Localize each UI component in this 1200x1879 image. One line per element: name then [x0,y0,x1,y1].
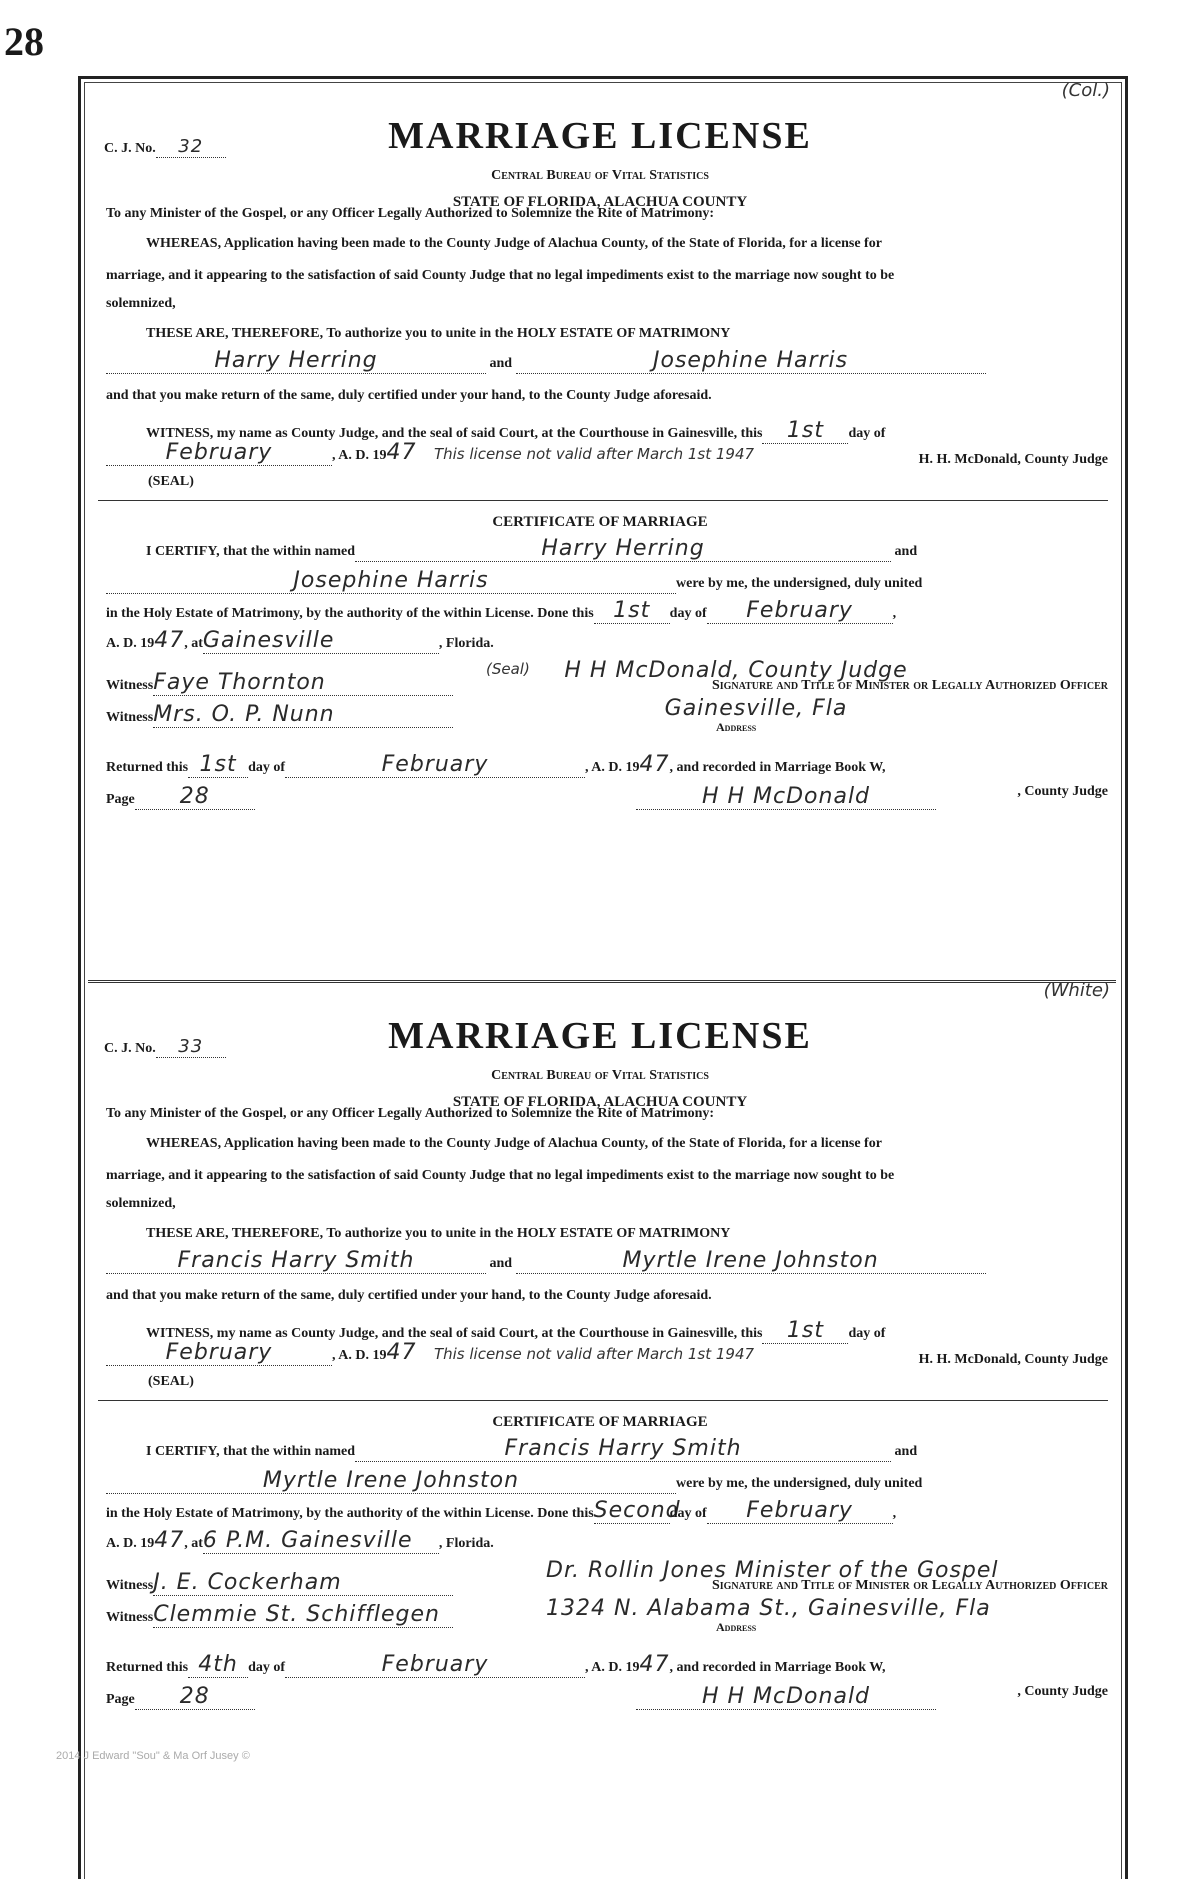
these-are-line: THESE ARE, THEREFORE, To authorize you to unite in the HOLY ESTATE OF MATRIMONY [146,1226,731,1241]
at-label: , at [184,1536,203,1551]
returned-text: Returned this [106,1660,189,1675]
cert-and-word: and [894,1444,918,1459]
recording-judge-signature: H H McDonald [701,784,871,809]
united-text: were by me, the undersigned, duly united [676,576,923,591]
salutation: To any Minister of the Gospel, or any Officer Legally Authorized to Solemnize the Rite of Matrimony: [106,206,715,221]
whereas-line-1: WHEREAS, Application having been made to the County Judge of Alachua County, of the State of Florida, for a license for [146,1136,882,1151]
certify-line [106,1436,1108,1462]
ad-label: , A. D. 19 [332,1348,387,1363]
whereas-line-1: WHEREAS, Application having been made to the County Judge of Alachua County, of the State of Florida, for a license for [146,236,882,251]
record-page: 28 [179,1684,210,1709]
certificate-title: CERTIFICATE OF MARRIAGE [492,1414,708,1430]
bureau-name: Central Bureau of Vital Statistics [491,1068,709,1083]
day-of-label: day of [848,426,886,441]
returned-ad-label: A. D. 19 [591,1660,640,1675]
cert-bride-name: Myrtle Irene Johnston [262,1468,520,1493]
these-are-line: THESE ARE, THEREFORE, To authorize you to unite in the HOLY ESTATE OF MATRIMONY [146,326,731,341]
bride-name: Myrtle Irene Johnston [622,1248,879,1273]
groom-name: Francis Harry Smith [177,1248,415,1273]
place-line [106,628,1108,654]
return-line: and that you make return of the same, duly certified under your hand, to the County Judge aforesaid. [106,388,712,403]
section-divider [98,500,1108,501]
recorded-text: , and recorded in Marriage Book W, [669,1660,886,1675]
done-day-of: day of [669,606,707,621]
returned-year: 47 [639,1652,670,1677]
cj-number: 33 [178,1036,204,1057]
done-day: 1st [613,598,651,623]
returned-line: Returned this 4th day of February , A. D. 1947, and recorded in Marriage Book W, [106,1652,886,1677]
page-line [106,784,1108,810]
witness-day: 1st [786,1318,825,1343]
couple-line [106,1248,1108,1274]
witness-2-label: Witness [106,710,154,725]
witness-1-line [106,1558,1108,1596]
page-number: 28 [4,19,44,64]
whereas-line-2: marriage, and it appearing to the satisfaction of said County Judge that no legal impediments exist to the marriage now sought to be [106,1168,895,1183]
officiant-seal: (Seal) [486,660,530,678]
issuing-judge: H. H. McDonald, County Judge [918,452,1108,467]
florida-label: , Florida. [438,1536,494,1551]
returned-text: Returned this [106,760,189,775]
officiant-signature: H H McDonald, County Judge [564,658,908,683]
returned-day: 4th [198,1652,238,1677]
validity-note: This license not valid after March 1st 1947 [433,445,755,463]
salutation: To any Minister of the Gospel, or any Officer Legally Authorized to Solemnize the Rite of Matrimony: [106,1106,715,1121]
address-label: Address [716,1620,757,1634]
return-line: and that you make return of the same, duly certified under your hand, to the County Judge aforesaid. [106,1288,712,1303]
page-label: Page [106,1692,135,1707]
date-line [106,1340,1108,1366]
returned-day-of: day of [248,760,286,775]
returned-day: 1st [199,752,237,777]
page-label: Page [106,792,135,807]
license-year: 47 [386,1340,417,1365]
race-note: (White) [1043,980,1110,1001]
seal-label: (SEAL) [148,1374,194,1389]
witness-1-name: J. E. Cockerham [153,1570,342,1595]
address-label: Address [716,720,757,734]
done-month: February [746,1498,853,1523]
returned-month: February [381,1652,489,1677]
done-line: in the Holy Estate of Matrimony, by the authority of the within License. Done this 1st day of February , [106,598,897,623]
witness-2-line [106,1596,1108,1634]
seal-label: (SEAL) [148,474,194,489]
returned-month: February [381,752,489,777]
county-judge-label: , County Judge [1017,1684,1108,1699]
cj-label: C. J. No. [104,141,156,156]
witness-text: WITNESS, my name as County Judge, and the seal of said Court, at the Courthouse in Gainesville, this [146,1326,763,1341]
witness-1-label: Witness [106,678,154,693]
holy-estate-text: in the Holy Estate of Matrimony, by the authority of the within License. Done this [106,1506,594,1521]
done-year: 47 [154,1528,185,1553]
whereas-line-3: solemnized, [106,1196,176,1211]
holy-estate-text: in the Holy Estate of Matrimony, by the authority of the within License. Done this [106,606,594,621]
license-title: MARRIAGE LICENSE [388,115,812,157]
certificate-title: CERTIFICATE OF MARRIAGE [492,514,708,530]
license-title: MARRIAGE LICENSE [388,1015,812,1057]
county-judge-label: , County Judge [1017,784,1108,799]
marriage-place: 6 P.M. Gainesville [202,1528,413,1553]
whereas-line-3: solemnized, [106,296,176,311]
returned-year: 47 [639,752,670,777]
cert-bride-line [106,1468,1108,1494]
recording-judge-signature: H H McDonald [701,1684,871,1709]
united-text: were by me, the undersigned, duly united [676,1476,923,1491]
witness-1-name: Faye Thornton [153,670,326,695]
done-line: in the Holy Estate of Matrimony, by the authority of the within License. Done thisSecondday of February , [106,1498,897,1523]
and-word: and [489,356,513,371]
place-line [106,1528,1108,1554]
returned-day-of: day of [248,1660,286,1675]
witness-1-line [106,658,1108,696]
watermark: 2014 J Edward "Sou" & Ma Orf Jusey © [56,1750,250,1762]
bride-name: Josephine Harris [653,348,849,373]
ad-at-label: A. D. 19 [106,1536,155,1551]
cert-groom-name: Harry Herring [541,536,705,561]
issuing-judge: H. H. McDonald, County Judge [918,1352,1108,1367]
done-day-of: day of [669,1506,707,1521]
done-day: Second [593,1498,681,1523]
witness-2-name: Mrs. O. P. Nunn [153,702,335,727]
signature-title: Signature and Title of Minister or Legally Authorized Officer [711,1578,1108,1593]
ad-at-label: A. D. 19 [106,636,155,651]
date-line [106,440,1108,466]
race-note: (Col.) [1061,80,1110,101]
marriage-place: Gainesville [202,628,335,653]
cj-number: 32 [178,136,204,157]
done-month: February [746,598,853,623]
officiant-address: Gainesville, Fla [664,696,848,721]
license-separator [88,980,1116,983]
recorded-text: , and recorded in Marriage Book W, [669,760,886,775]
witness-2-name: Clemmie St. Schifflegen [153,1602,440,1627]
officiant-signature: Dr. Rollin Jones Minister of the Gospel [546,1558,999,1583]
witness-day: 1st [786,418,825,443]
ad-label: , A. D. 19 [332,448,387,463]
page-line [106,1684,1108,1710]
witness-2-label: Witness [106,1610,154,1625]
day-of-label: day of [848,1326,886,1341]
witness-2-line [106,696,1108,734]
cj-label: C. J. No. [104,1041,156,1056]
license-month: February [165,1340,273,1365]
certify-line [106,536,1108,562]
whereas-line-2: marriage, and it appearing to the satisfaction of said County Judge that no legal impediments exist to the marriage now sought to be [106,268,895,283]
state-county: STATE OF FLORIDA, ALACHUA COUNTY [452,194,748,210]
cert-bride-name: Josephine Harris [293,568,489,593]
cert-and-word: and [894,544,918,559]
license-year: 47 [386,440,417,465]
done-year: 47 [154,628,185,653]
state-county: STATE OF FLORIDA, ALACHUA COUNTY [452,1094,748,1110]
record-page: 28 [179,784,210,809]
witness-1-label: Witness [106,1578,154,1593]
at-label: , at [184,636,203,651]
license-month: February [165,440,273,465]
certify-text: I CERTIFY, that the within named [146,1444,356,1459]
and-word: and [489,1256,513,1271]
florida-label: , Florida. [438,636,494,651]
bureau-name: Central Bureau of Vital Statistics [491,168,709,183]
signature-title: Signature and Title of Minister or Legally Authorized Officer [711,678,1108,693]
validity-note: This license not valid after March 1st 1947 [433,1345,755,1363]
groom-name: Harry Herring [214,348,378,373]
officiant-address: 1324 N. Alabama St., Gainesville, Fla [546,1596,991,1621]
returned-line: Returned this 1st day of February , A. D. 1947, and recorded in Marriage Book W, [106,752,886,777]
certify-text: I CERTIFY, that the within named [146,544,356,559]
section-divider [98,1400,1108,1401]
returned-ad-label: A. D. 19 [591,760,640,775]
cert-bride-line [106,568,1108,594]
cert-groom-name: Francis Harry Smith [504,1436,742,1461]
witness-text: WITNESS, my name as County Judge, and the seal of said Court, at the Courthouse in Gainesville, this [146,426,763,441]
couple-line [106,348,1108,374]
